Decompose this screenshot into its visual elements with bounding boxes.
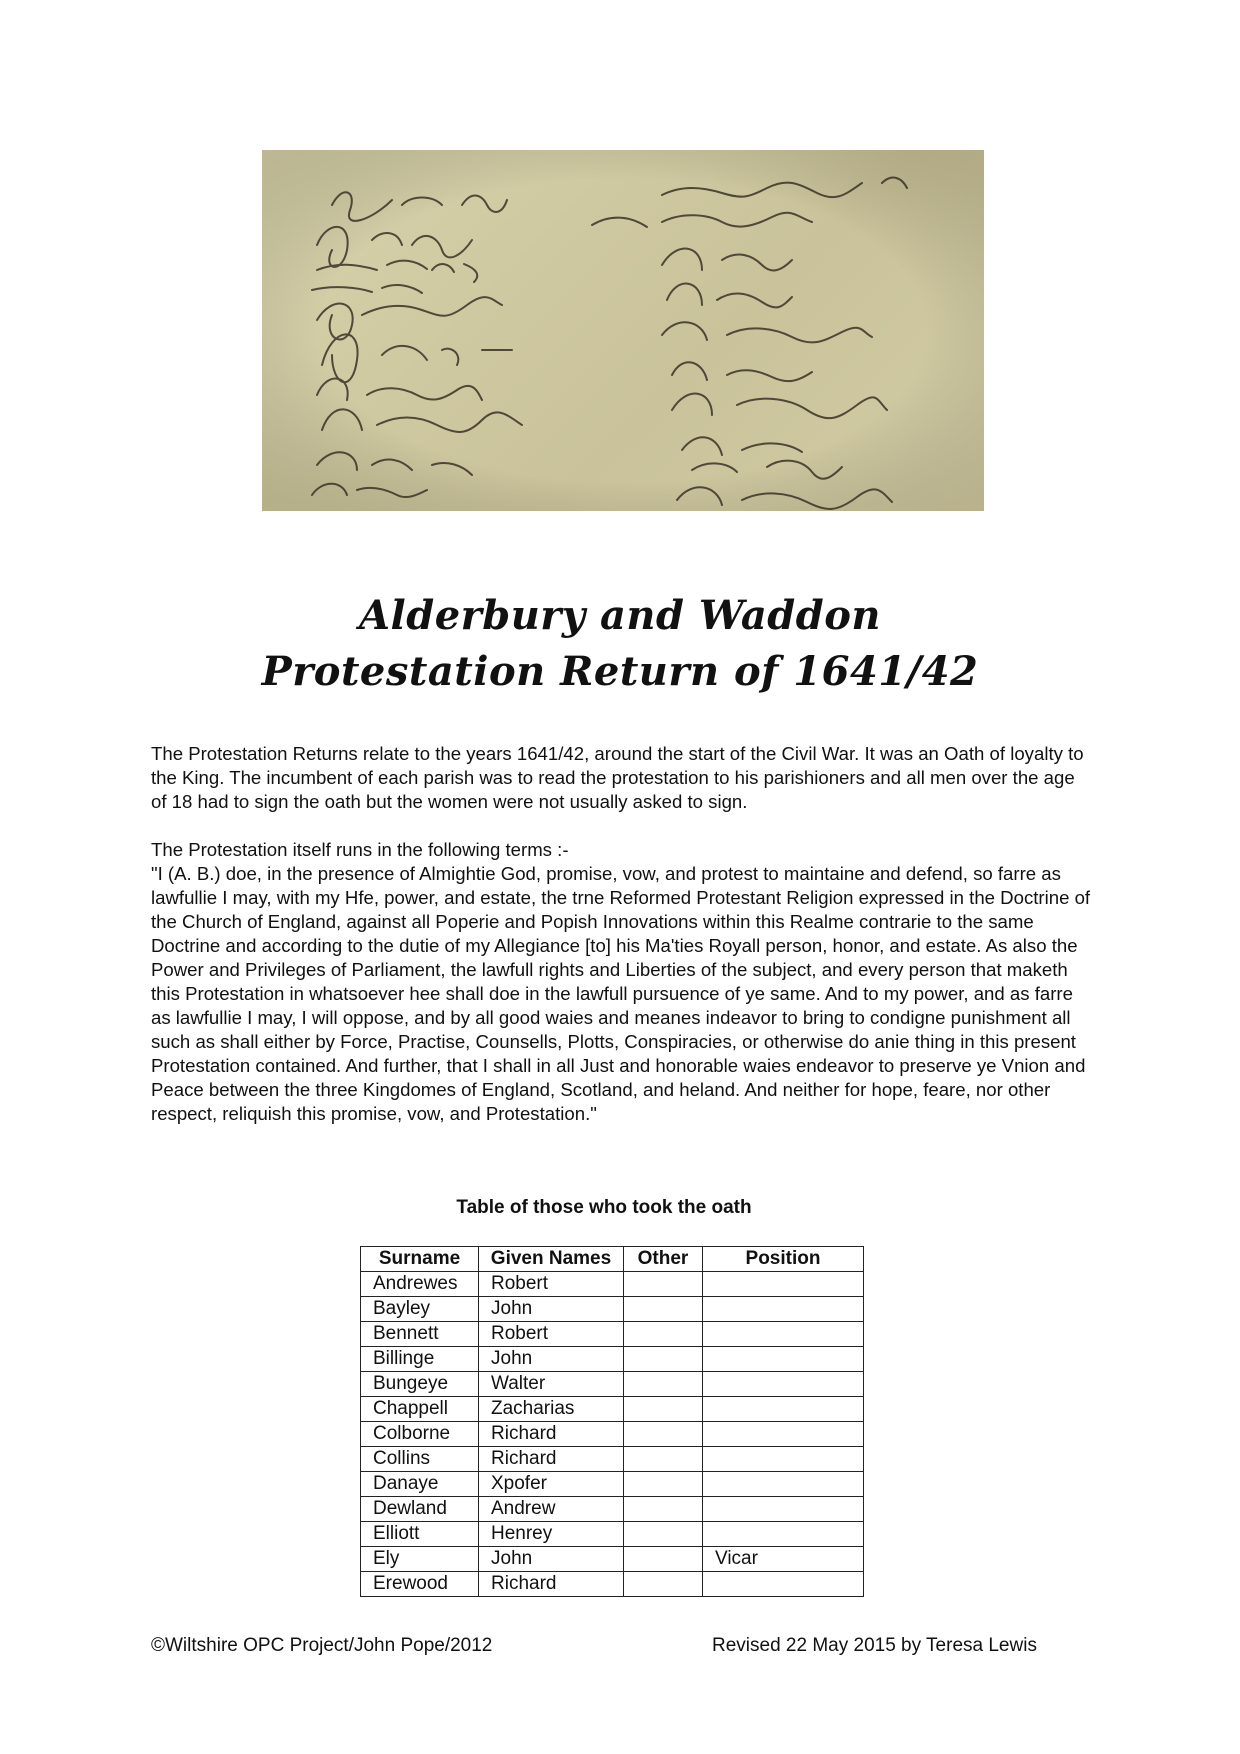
- cell-surname: Danaye: [361, 1472, 479, 1497]
- cell-surname: Elliott: [361, 1522, 479, 1547]
- cell-given-names: Andrew: [479, 1497, 624, 1522]
- cell-given-names: Walter: [479, 1372, 624, 1397]
- cell-other: [624, 1297, 703, 1322]
- cell-surname: Bayley: [361, 1297, 479, 1322]
- cell-position: [703, 1497, 864, 1522]
- cell-position: [703, 1522, 864, 1547]
- table-row: [361, 1497, 864, 1522]
- table-row: [361, 1522, 864, 1547]
- footer-copyright: ©Wiltshire OPC Project/John Pope/2012: [151, 1635, 493, 1656]
- cell-position: [703, 1397, 864, 1422]
- table-row: [361, 1372, 864, 1397]
- cell-other: [624, 1322, 703, 1347]
- cell-other: [624, 1447, 703, 1472]
- cell-given-names: Robert: [479, 1272, 624, 1297]
- cell-surname: Andrewes: [361, 1272, 479, 1297]
- table-row: [361, 1422, 864, 1447]
- cell-surname: Erewood: [361, 1572, 479, 1597]
- cell-position: [703, 1422, 864, 1447]
- table-row: [361, 1447, 864, 1472]
- cell-other: [624, 1272, 703, 1297]
- table-row: [361, 1572, 864, 1597]
- table-header-row: [361, 1247, 864, 1272]
- cell-other: [624, 1572, 703, 1597]
- page-title: [0, 588, 1240, 700]
- cell-given-names: John: [479, 1347, 624, 1372]
- cell-position: [703, 1297, 864, 1322]
- cell-other: [624, 1347, 703, 1372]
- table-row: [361, 1297, 864, 1322]
- cell-position: [703, 1372, 864, 1397]
- cell-given-names: John: [479, 1547, 624, 1572]
- table-row: [361, 1547, 864, 1572]
- header-given-names: Given Names: [479, 1247, 624, 1272]
- cell-surname: Bennett: [361, 1322, 479, 1347]
- cell-surname: Billinge: [361, 1347, 479, 1372]
- cell-position: [703, 1272, 864, 1297]
- cell-surname: Ely: [361, 1547, 479, 1572]
- cell-given-names: Richard: [479, 1422, 624, 1447]
- cell-given-names: Richard: [479, 1572, 624, 1597]
- cell-given-names: Henrey: [479, 1522, 624, 1547]
- cell-given-names: John: [479, 1297, 624, 1322]
- cell-surname: Collins: [361, 1447, 479, 1472]
- cell-surname: Bungeye: [361, 1372, 479, 1397]
- cell-position: [703, 1447, 864, 1472]
- cell-surname: Chappell: [361, 1397, 479, 1422]
- table-row: [361, 1272, 864, 1297]
- manuscript-photo: [262, 150, 984, 511]
- cell-surname: Dewland: [361, 1497, 479, 1522]
- cell-given-names: Richard: [479, 1447, 624, 1472]
- protestation-oath-text: "I (A. B.) doe, in the presence of Almightie God, promise, vow, and protest to maintaine and defend, so farre as lawfullie I may, with my Hfe, power, and estate, the trne Reformed Protestant Religion expressed in the Doctrine of the Church of England, against all Poperie and Popish Innovations within this Realme contrarie to the same Doctrine and according to the dutie of my Allegiance [to] his Ma'ties Royall person, honor, and estate. As also the Power and Privileges of Parliament, the lawfull rights and Liberties of the subject, and every person that maketh this Protestation in whatsoever hee shall doe in the lawfull pursuence of ye same. And to my power, and as farre as lawfullie I may, I will oppose, and by all good waies and meanes indeavor to bring to condigne punishment all such as shall either by Force, Practise, Counsells, Plotts, Conspiracies, or otherwise do anie thing in this present Protestation contained. And further, that I shall in all Just and honorable waies endeavor to preserve ye Vnion and Peace between the three Kingdomes of England, Scotland, and heland. And neither for hope, feare, nor other respect, reliquish this promise, vow, and Protestation.": [151, 863, 1091, 1124]
- cell-given-names: Robert: [479, 1322, 624, 1347]
- header-surname: Surname: [361, 1247, 479, 1272]
- footer-revision: Revised 22 May 2015 by Teresa Lewis: [712, 1635, 1037, 1656]
- cell-surname: Colborne: [361, 1422, 479, 1447]
- table-row: [361, 1397, 864, 1422]
- signature-scribbles: [262, 150, 984, 511]
- protestation-heading: The Protestation itself runs in the following terms :-: [151, 839, 569, 860]
- table-row: [361, 1472, 864, 1497]
- header-position: Position: [703, 1247, 864, 1272]
- table-row: [361, 1347, 864, 1372]
- table-caption: Table of those who took the oath: [456, 1197, 752, 1218]
- cell-other: [624, 1397, 703, 1422]
- cell-other: [624, 1547, 703, 1572]
- table-row: [361, 1322, 864, 1347]
- cell-position: [703, 1347, 864, 1372]
- cell-other: [624, 1472, 703, 1497]
- intro-paragraph-1: The Protestation Returns relate to the years 1641/42, around the start of the Civil War. It was an Oath of loyalty to the King. The incumbent of each parish was to read the protestation to his parishioners and all men over the age of 18 had to sign the oath but the women were not usually asked to sign.: [151, 743, 1084, 812]
- header-other: Other: [624, 1247, 703, 1272]
- cell-other: [624, 1372, 703, 1397]
- cell-given-names: Xpofer: [479, 1472, 624, 1497]
- paragraph-gap: [151, 814, 1091, 838]
- cell-position: [703, 1322, 864, 1347]
- intro-text: [151, 742, 1091, 1126]
- title-line-1: Alderbury and Waddon: [359, 592, 881, 639]
- cell-other: [624, 1422, 703, 1447]
- cell-position: [703, 1472, 864, 1497]
- cell-position: [703, 1572, 864, 1597]
- cell-other: [624, 1522, 703, 1547]
- cell-other: [624, 1497, 703, 1522]
- cell-position: Vicar: [703, 1547, 864, 1572]
- title-line-2: Protestation Return of 1641/42: [261, 648, 979, 695]
- oath-table: [360, 1246, 864, 1597]
- cell-given-names: Zacharias: [479, 1397, 624, 1422]
